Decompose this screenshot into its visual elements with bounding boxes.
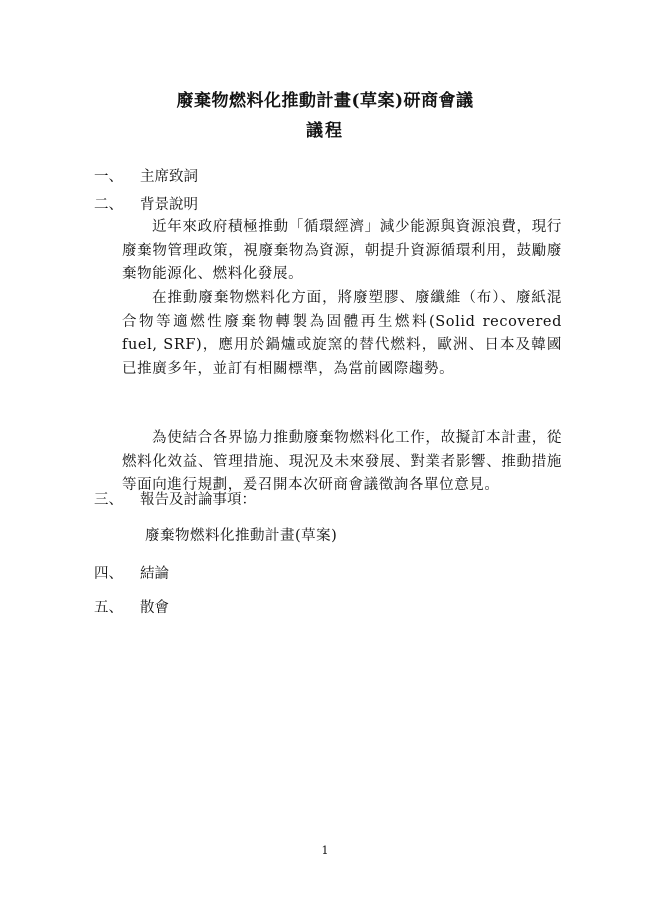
discussion-item: 廢棄物燃料化推動計畫(草案)	[145, 528, 338, 544]
section-1	[94, 165, 198, 186]
section-number: 二、	[94, 197, 123, 213]
document-subtitle: 議程	[306, 121, 344, 141]
section-number: 四、	[94, 566, 123, 582]
section-number: 五、	[94, 600, 123, 616]
page-number: 1	[321, 844, 329, 857]
section-heading: 主席致詞	[140, 169, 198, 185]
background-paragraph: 為使結合各界協力推動廢棄物燃料化工作，故擬訂本計畫，從燃料化效益、管理措施、現況及未來發展、對業者影響、推動措施等面向進行規劃，爰召開本次研商會議徵詢各單位意見。	[122, 430, 562, 493]
section-2	[94, 193, 198, 214]
background-paragraph: 在推動廢棄物燃料化方面，將廢塑膠、廢纖維（布）、廢紙混合物等適燃性廢棄物轉製為固體再生燃料(Solid recovered fuel, SRF)，應用於鍋爐或旋窯的替代燃料，歐洲、日本及韓國已推廣多年，並訂有相關標準，為當前國際趨勢。	[122, 290, 562, 377]
section-heading: 報告及討論事項：	[140, 492, 256, 508]
section-3	[94, 488, 256, 509]
section-heading: 背景說明	[140, 197, 198, 213]
section-heading: 散會	[140, 600, 169, 616]
section-5	[94, 596, 169, 617]
section-number: 一、	[94, 169, 123, 185]
section-heading: 結論	[140, 566, 169, 582]
section-4	[94, 562, 169, 583]
background-paragraph: 近年來政府積極推動「循環經濟」減少能源與資源浪費，現行廢棄物管理政策，視廢棄物為資源，朝提升資源循環利用，鼓勵廢棄物能源化、燃料化發展。	[122, 219, 562, 282]
section-number: 三、	[94, 492, 123, 508]
document-title: 廢棄物燃料化推動計畫(草案)研商會議	[176, 91, 474, 111]
